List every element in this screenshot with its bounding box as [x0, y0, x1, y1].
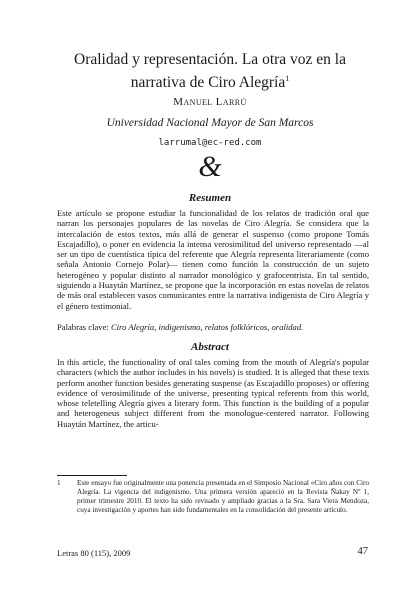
resumen-body: Este artículo se propone estudiar la funcionalidad de los relatos de tradición oral que narran los personajes populares de las novelas de Ciro Alegría. Se considera que la intercalación de estos textos, más allá de generar el suspenso (como propone Tomás Escajadillo), o poner en evidencia la intensa verosimilitud del universo representado —al ser un tipo de cuentística típica del referente que Alegría representa literariamente (como señala Antonio Cornejo Polar)— tienen como función la construcción de un sujeto heterogéneo y popular distinto al narrador monológico y grafocentrista. En tal sentido, siguiendo a Huaytán Martínez, se propone que la incorporación en estas novelas de relatos de más oral establecen vasos comunicantes entre la narrativa indigenista de Ciro Alegría y el género testimonial.: [57, 208, 369, 311]
abstract-text: [57, 357, 369, 429]
footnote-rule: [57, 475, 127, 476]
resumen-text: [57, 208, 369, 311]
abstract-body: In this article, the functionality of oral tales coming from the mouth of Alegría's popular characters (which the author includes in his novels) is studied. It is alleged that these texts perform another function besides generating suspense (as Escajadillo proposes) or offering evidence of verosimilitude of the universe, presenting typical referents from this world, whose teletelling Alegría gives a literary form. This function is the building of a popular and heterogeneus subject different from the monologue-centered narrator. Following Huaytán Martínez, the articu-: [57, 357, 369, 429]
resumen-heading: Resumen: [188, 192, 232, 204]
footnote-number: 1: [57, 479, 61, 487]
article-title-text: Oralidad y representación. La otra voz en la narrativa de Ciro Alegría: [74, 51, 346, 92]
keywords: [57, 322, 369, 332]
footnote-text: Este ensayo fue originalmente una ponencia presentada en el Simposio Nacional «Ciro años con Ciro Alegría. La vigencia del indigenismo. Una primera versión apareció en la Revista Ñakay Nº 1, primer trimestre 2010. El texto ha sido revisado y ampliado gracias a la Sra. Sara Viera Mendoza, cuya investigación y aportes han sido fundamentales en la consolidación del presente artículo.: [77, 479, 369, 514]
author-name: Manuel Larrú: [173, 96, 247, 108]
article-title: [60, 50, 360, 92]
abstract-heading: Abstract: [191, 341, 229, 353]
ampersand-ornament: &: [198, 150, 222, 183]
author-email: larrumal@ec-red.com: [158, 138, 262, 148]
journal-citation: Letras 80 (115), 2009: [57, 548, 131, 558]
title-footnote-mark: 1: [285, 74, 290, 83]
footnote: [57, 479, 369, 515]
author-affiliation: Universidad Nacional Mayor de San Marcos: [106, 117, 314, 129]
page-number: 47: [357, 546, 368, 557]
keywords-label: Palabras clave:: [57, 322, 109, 332]
keywords-text: Ciro Alegría, indigenismo, relatos folklóricos, oralidad.: [110, 322, 304, 332]
